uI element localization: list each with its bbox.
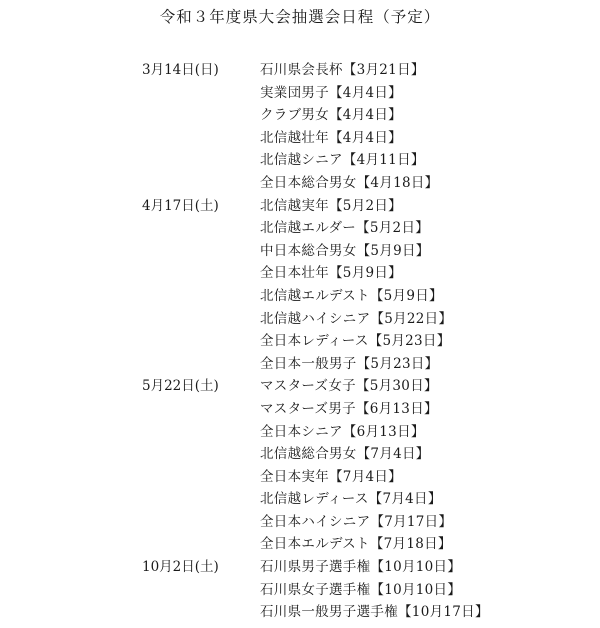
event-item: クラブ男女【4月4日】 xyxy=(260,107,402,124)
event-item: 中日本総合男女【5月9日】 xyxy=(260,242,430,259)
schedule-group-2 xyxy=(0,195,600,376)
event-item: 北信越実年【5月2日】 xyxy=(260,197,402,214)
event-item: 北信越壮年【4月4日】 xyxy=(260,129,402,146)
event-item: 全日本レディース【5月23日】 xyxy=(260,333,451,350)
drawing-date: 3月14日(日) xyxy=(142,62,219,78)
event-item: 北信越ハイシニア【5月22日】 xyxy=(260,310,453,327)
drawing-date: 5月22日(土) xyxy=(142,378,219,395)
event-item: 北信越レディース【7月4日】 xyxy=(260,491,442,508)
event-item: 全日本一般男子【5月23日】 xyxy=(260,355,439,372)
event-item: 全日本壮年【5月9日】 xyxy=(260,265,402,282)
schedule-group-3 xyxy=(0,375,600,556)
event-item: 北信越シニア【4月11日】 xyxy=(260,152,425,169)
drawing-date: 10月2日(土) xyxy=(142,559,219,576)
event-item: 石川県女子選手権【10月10日】 xyxy=(260,581,462,598)
event-item: 北信越エルデスト【5月9日】 xyxy=(260,287,443,304)
event-item: 全日本総合男女【4月18日】 xyxy=(260,174,439,191)
drawing-date: 4月17日(土) xyxy=(142,197,219,214)
event-item: 全日本シニア【6月13日】 xyxy=(260,423,425,440)
event-item: 全日本実年【7月4日】 xyxy=(260,468,402,485)
schedule-list xyxy=(0,59,600,624)
event-item: 全日本ハイシニア【7月17日】 xyxy=(260,513,453,530)
event-item: 北信越エルダー【5月2日】 xyxy=(260,220,430,237)
event-list xyxy=(260,375,600,556)
event-item: 石川県会長杯【3月21日】 xyxy=(260,62,425,78)
event-item: 北信越総合男女【7月4日】 xyxy=(260,446,430,463)
event-list xyxy=(260,59,600,195)
event-item: マスターズ女子【5月30日】 xyxy=(260,378,438,395)
event-item: 石川県男子選手権【10月10日】 xyxy=(260,559,462,576)
event-item: マスターズ男子【6月13日】 xyxy=(260,400,438,417)
event-item: 実業団男子【4月4日】 xyxy=(260,84,402,101)
document-title: 令和３年度県大会抽選会日程（予定） xyxy=(159,8,441,26)
event-item: 全日本エルデスト【7月18日】 xyxy=(260,536,452,553)
event-list xyxy=(260,556,600,624)
schedule-group-4 xyxy=(0,556,600,624)
event-item: 石川県一般男子選手権【10月17日】 xyxy=(260,604,489,621)
schedule-group-1 xyxy=(0,59,600,195)
event-list xyxy=(260,195,600,376)
